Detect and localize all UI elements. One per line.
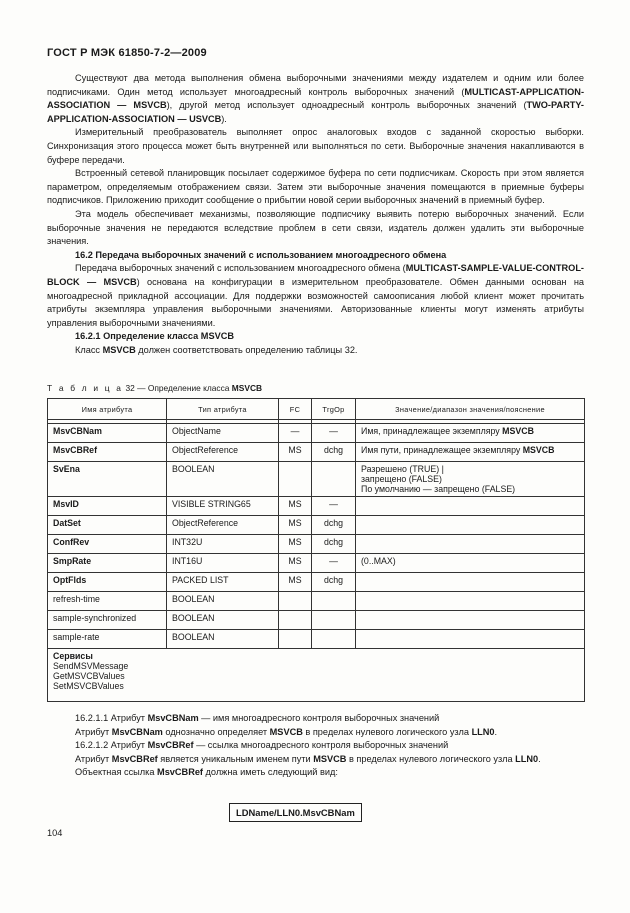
table-row bbox=[48, 611, 585, 630]
paragraph: Эта модель обеспечивает механизмы, позволяющие подписчику выявить потерю выборочных значений. Если выборочные значения не передаются вследствие проблем в сети связи, издатель должен удалить эти выборочные значения. bbox=[47, 208, 584, 247]
section-heading: 16.2 Передача выборочных значений с использованием многоадресного обмена bbox=[75, 249, 447, 260]
page-number: 104 bbox=[47, 828, 63, 838]
description-cell bbox=[356, 573, 585, 592]
description-cell: Разрешено (TRUE) | запрещено (FALSE) По умолчанию — запрещено (FALSE) bbox=[356, 462, 585, 497]
column-header: Значение/диапазон значения/пояснение bbox=[356, 399, 585, 420]
attribute-type: PACKED LIST bbox=[167, 573, 279, 592]
fc-cell bbox=[279, 630, 312, 649]
caption-prefix: Т а б л и ц а bbox=[47, 383, 124, 393]
description-cell: (0..MAX) bbox=[356, 554, 585, 573]
description-cell bbox=[356, 630, 585, 649]
fc-cell: MS bbox=[279, 554, 312, 573]
section-heading: 16.2.1 Определение класса MSVCB bbox=[75, 331, 234, 342]
attribute-type: ObjectName bbox=[167, 424, 279, 443]
table-row bbox=[48, 535, 585, 554]
service-item: SendMSVMessage bbox=[53, 661, 129, 671]
trgop-cell: — bbox=[312, 497, 356, 516]
table-row bbox=[48, 424, 585, 443]
fc-cell: — bbox=[279, 424, 312, 443]
table-row bbox=[48, 497, 585, 516]
table-row bbox=[48, 443, 585, 462]
trgop-cell bbox=[312, 630, 356, 649]
attribute-name: MsvCBRef bbox=[48, 443, 167, 462]
paragraph: Объектная ссылка MsvCBRef должна иметь следующий вид: bbox=[75, 767, 338, 778]
fc-cell: MS bbox=[279, 535, 312, 554]
attribute-name: MsvID bbox=[48, 497, 167, 516]
attribute-name: SvEna bbox=[48, 462, 167, 497]
table-row bbox=[48, 554, 585, 573]
body-text bbox=[47, 72, 584, 357]
trgop-cell: — bbox=[312, 554, 356, 573]
attribute-name: ConfRev bbox=[48, 535, 167, 554]
attribute-name: sample-synchronized bbox=[48, 611, 167, 630]
column-header: FC bbox=[279, 399, 312, 420]
paragraph: Передача выборочных значений с использованием многоадресного обмена (MULTICAST-SAMPLE-VALUE-CONTROL-BLOCK — MSVCB) основана на конфигурации в измерительном преобразователе. Обмен данными основан на многоадресной прикладной ассоциации. Для поддержки возможностей самоописания любой клиент может прочитать атрибуты экземпляра управления выборочными значениями. Авторизованные клиенты могут изменять атрибуты управления выборочными значениями. bbox=[47, 263, 585, 328]
object-reference-format: LDName/LLN0.MsvCBNam bbox=[229, 803, 362, 822]
column-header: Тип атрибута bbox=[167, 399, 279, 420]
attribute-name: OptFlds bbox=[48, 573, 167, 592]
msvcb-class-table bbox=[47, 398, 585, 702]
paragraph: Класс MSVCB должен соответствовать определению таблицы 32. bbox=[75, 344, 358, 355]
column-header: Имя атрибута bbox=[48, 399, 167, 420]
fc-cell bbox=[279, 611, 312, 630]
description-cell bbox=[356, 611, 585, 630]
column-header: TrgOp bbox=[312, 399, 356, 420]
trgop-cell: dchg bbox=[312, 516, 356, 535]
service-item: GetMSVCBValues bbox=[53, 671, 125, 681]
description-cell bbox=[356, 516, 585, 535]
trgop-cell bbox=[312, 462, 356, 497]
paragraph: Существуют два метода выполнения обмена выборочными значениями между издателем и одним или более подписчиками. Один метод использует многоадресный контроль выборочных значений (MULTICAST-APPLICATION-ASSOCIATION — MSVCB), другой метод использует одноадресный контроль выборочных значений (TWO-PARTY-APPLICATION-ASSOCIATION — USVCB). bbox=[47, 73, 584, 124]
services-cell bbox=[48, 649, 585, 702]
attribute-type: ObjectReference bbox=[167, 443, 279, 462]
document-header: ГОСТ Р МЭК 61850-7-2—2009 bbox=[47, 47, 207, 59]
table-row bbox=[48, 516, 585, 535]
caption-number: 32 bbox=[125, 383, 135, 393]
fc-cell: MS bbox=[279, 497, 312, 516]
services-row bbox=[48, 649, 585, 702]
description-cell bbox=[356, 592, 585, 611]
attribute-name: sample-rate bbox=[48, 630, 167, 649]
paragraph: Измерительный преобразователь выполняет опрос аналоговых входов с заданной скоростью выборки. Синхронизация этого процесса может быть внутренней или выполняться по сети. Выборочные значения накапливаются в буфере передачи. bbox=[47, 127, 584, 165]
table-caption bbox=[47, 383, 262, 393]
attribute-type: INT16U bbox=[167, 554, 279, 573]
fc-cell: MS bbox=[279, 573, 312, 592]
trgop-cell: dchg bbox=[312, 535, 356, 554]
paragraph: Атрибут MsvCBRef является уникальным именем пути MSVCB в пределах нулевого логического узла LLN0. bbox=[75, 753, 541, 764]
caption-bold: MSVCB bbox=[231, 383, 263, 393]
attribute-type: ObjectReference bbox=[167, 516, 279, 535]
services-title: Сервисы bbox=[53, 651, 93, 661]
attribute-type: VISIBLE STRING65 bbox=[167, 497, 279, 516]
service-item: SetMSVCBValues bbox=[53, 681, 124, 691]
paragraph: Встроенный сетевой планировщик посылает содержимое буфера по сети подписчикам. Скорость при этом является параметром, определяемым отображением связи. Затем эти выборочные значения помещаются в приемные буферы подписчиков. Приложению приходит сообщение о прибытии новой серии выборочных значений в приемный буфер. bbox=[47, 168, 584, 206]
table-row bbox=[48, 573, 585, 592]
after-text bbox=[47, 712, 584, 780]
description-cell bbox=[356, 497, 585, 516]
table-row bbox=[48, 592, 585, 611]
attribute-type: BOOLEAN bbox=[167, 462, 279, 497]
fc-cell bbox=[279, 592, 312, 611]
attribute-type: INT32U bbox=[167, 535, 279, 554]
paragraph: 16.2.1.2 Атрибут MsvCBRef — ссылка многоадресного контроля выборочных значений bbox=[75, 740, 449, 751]
paragraph: 16.2.1.1 Атрибут MsvCBNam — имя многоадресного контроля выборочных значений bbox=[75, 713, 440, 723]
trgop-cell bbox=[312, 592, 356, 611]
description-cell bbox=[356, 535, 585, 554]
table-row bbox=[48, 630, 585, 649]
caption-text: — Определение класса bbox=[134, 383, 232, 393]
attribute-type: BOOLEAN bbox=[167, 630, 279, 649]
trgop-cell: dchg bbox=[312, 573, 356, 592]
attribute-name: refresh-time bbox=[48, 592, 167, 611]
description-cell: Имя пути, принадлежащее экземпляру MSVCB bbox=[356, 443, 585, 462]
trgop-cell: dchg bbox=[312, 443, 356, 462]
attribute-type: BOOLEAN bbox=[167, 592, 279, 611]
trgop-cell bbox=[312, 611, 356, 630]
attribute-name: SmpRate bbox=[48, 554, 167, 573]
attribute-name: MsvCBNam bbox=[48, 424, 167, 443]
description-cell: Имя, принадлежащее экземпляру MSVCB bbox=[356, 424, 585, 443]
paragraph: Атрибут MsvCBNam однозначно определяет MSVCB в пределах нулевого логического узла LLN0. bbox=[75, 726, 498, 737]
attribute-name: DatSet bbox=[48, 516, 167, 535]
attribute-type: BOOLEAN bbox=[167, 611, 279, 630]
fc-cell bbox=[279, 462, 312, 497]
fc-cell: MS bbox=[279, 443, 312, 462]
table-row bbox=[48, 462, 585, 497]
trgop-cell: — bbox=[312, 424, 356, 443]
fc-cell: MS bbox=[279, 516, 312, 535]
